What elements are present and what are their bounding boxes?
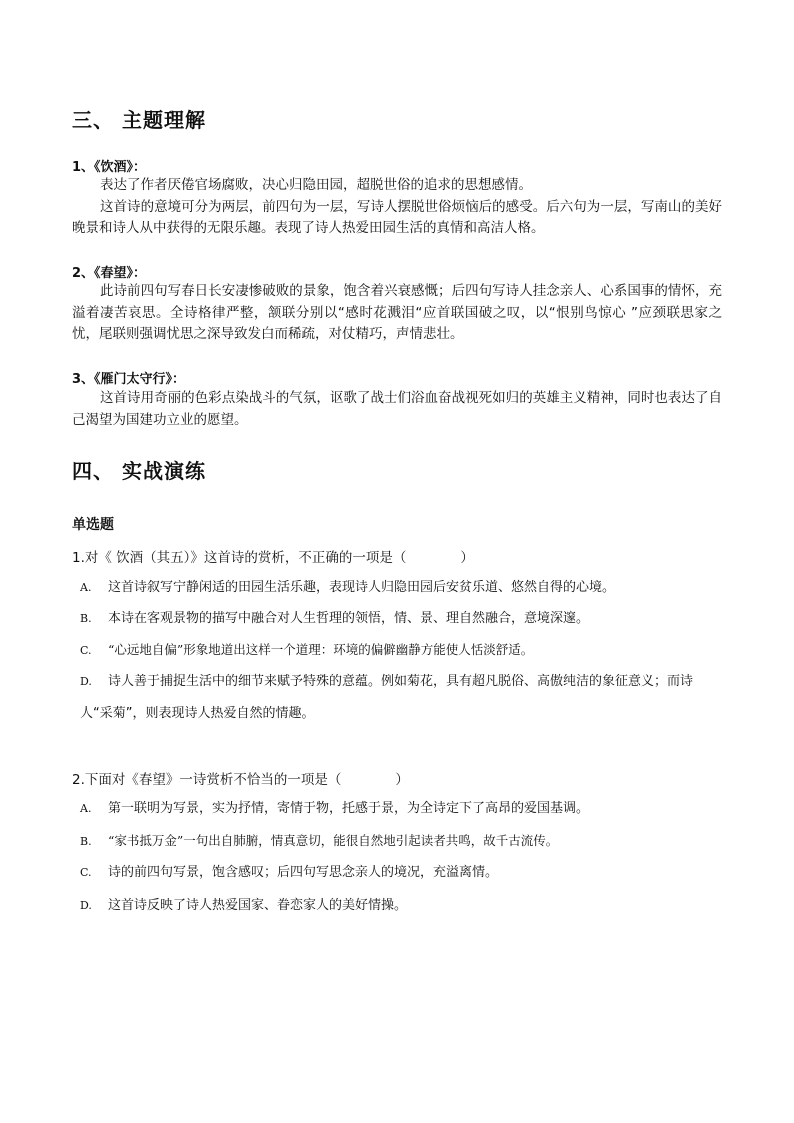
question-1-option-a [80,572,725,604]
option-text: 本诗在客观景物的描写中融合对人生哲理的领悟，情、景、理自然融合，意境深邃。 [108,611,590,626]
question-1-stem: 1.对《 饮酒（其五）》这首诗的赏析，不正确的一项是（ ） [72,550,474,566]
option-key: B. [80,612,92,625]
item-1-paragraph-1: 表达了作者厌倦官场腐败，决心归隐田园，超脱世俗的追求的思想感情。 [100,177,532,193]
question-1-option-c [80,634,725,667]
item-1-body [72,175,722,240]
item-2-body [72,281,722,346]
item-3-title: 3、《雁门太守行》： [72,372,186,387]
item-1-title: 1、《饮酒》： [72,160,147,175]
option-text: “家书抵万金”一句出自肺腑，情真意切，能很自然地引起读者共鸣，故千古流传。 [108,833,559,848]
section-4-heading: 四、 实战演练 [72,459,206,483]
option-text: 诗人善于捕捉生活中的细节来赋予特殊的意蕴。例如菊花，具有超凡脱俗、高傲纯洁的象征意义；而诗人“采菊”，则表现诗人热爱自然的情趣。 [80,674,694,721]
question-type-label: 单选题 [72,517,114,533]
option-key: A. [80,581,92,594]
question-2-option-a [80,793,725,825]
question-2-option-c [80,857,725,889]
option-text: 第一联明为写景，实为抒情，寄情于物，托感于景，为全诗定下了高昂的爱国基调。 [108,801,590,816]
question-1-option-b [80,603,725,635]
option-key: A. [80,802,92,815]
option-key: B. [80,835,92,848]
section-3-heading: 三、 主题理解 [72,108,206,132]
item-3-body [72,388,722,431]
option-text: 这首诗叙写宁静闲适的田园生活乐趣，表现诗人归隐田园后安贫乐道、悠然自得的心境。 [108,580,616,595]
question-2-stem: 2.下面对《春望》一诗赏析不恰当的一项是（ ） [72,772,409,788]
item-2-title: 2、《春望》： [72,266,147,281]
option-text: 诗的前四句写景，饱含感叹；后四句写思念亲人的境况，充溢离情。 [108,865,499,880]
option-key: D. [80,675,92,688]
item-1-paragraph-2: 这首诗的意境可分为两层，前四句为一层，写诗人摆脱世俗烦恼后的感受。后六句为一层，写南山的美好晚景和诗人从中获得的无限乐趣。表现了诗人热爱田园生活的真情和高洁人格。 [72,198,722,236]
option-text: “心远地自偏”形象地道出这样一个道理：环境的偏僻幽静方能使人恬淡舒适。 [108,642,534,657]
option-key: C. [80,644,92,657]
question-1-option-d [80,666,725,730]
option-text: 这首诗反映了诗人热爱国家、眷恋家人的美好情操。 [108,898,408,913]
item-3-paragraph-1: 这首诗用奇丽的色彩点染战斗的气氛，讴歌了战士们浴血奋战视死如归的英雄主义精神，同时也表达了自己渴望为国建功立业的愿望。 [72,390,722,428]
option-key: C. [80,866,92,879]
option-key: D. [80,899,92,912]
item-2-paragraph-1: 此诗前四句写春日长安凄惨破败的景象，饱含着兴衰感慨；后四句写诗人挂念亲人、心系国事的情怀，充溢着凄苦哀思。全诗格律严整，颔联分别以“感时花溅泪“应首联国破之叹，以“恨别鸟惊心 ”应颈联思家之忧，尾联则强调忧思之深导致发白而稀疏，对仗精巧，声情悲壮。 [72,283,722,342]
question-2-option-d [80,890,725,922]
question-2-option-b [80,825,725,858]
